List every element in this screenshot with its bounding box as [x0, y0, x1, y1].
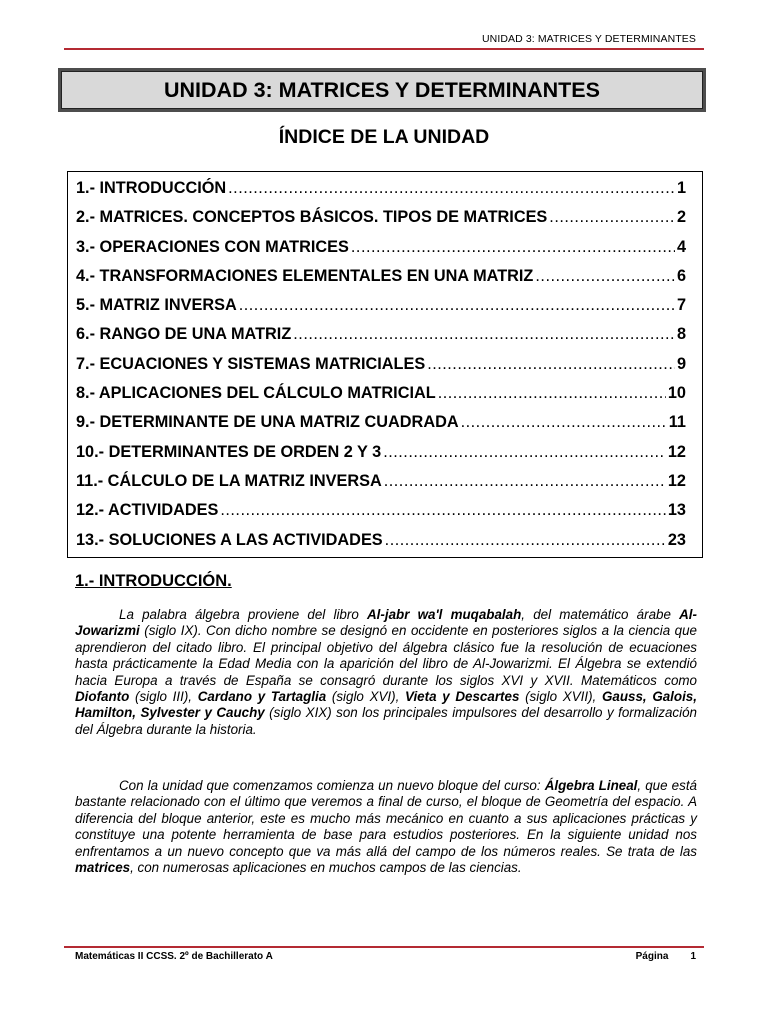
toc-page: 13: [667, 501, 686, 520]
toc-leader: [293, 320, 675, 349]
toc-page: 11: [668, 413, 686, 432]
toc-page: 7: [676, 296, 686, 315]
toc-label: 11.- CÁLCULO DE LA MATRIZ INVERSA: [76, 471, 382, 490]
toc-entry[interactable]: [76, 467, 686, 496]
toc-label: 6.- RANGO DE UNA MATRIZ: [76, 325, 292, 344]
footer-page: [636, 951, 696, 962]
header-rule: [64, 48, 704, 50]
text-run: Con la unidad que comenzamos comienza un nuevo bloque del curso:: [119, 778, 545, 793]
toc-entry[interactable]: [76, 408, 686, 437]
toc-label: 5.- MATRIZ INVERSA: [76, 296, 237, 315]
emphasis-term: Álgebra Lineal: [544, 778, 638, 793]
toc-leader: [438, 379, 666, 408]
toc-leader: [427, 350, 675, 379]
text-run: , que está bastante relacionado con el último que veremos a final de curso, el bloque de Geometría del espacio. A diferencia del bloque anterior, este es mucho más mecánico en cuanto a sus aplicaciones prácticas y constituye una potente herramienta de base para estudios posteriores. En la siguiente unidad nos enfrentamos a un nuevo concepto que va más allá del campo de los números reales. Se trata de las: [75, 778, 697, 859]
toc-page: 12: [667, 471, 686, 490]
mathematician-name: Vieta y Descartes: [405, 689, 520, 705]
toc-leader: [228, 174, 675, 203]
toc-page: 6: [676, 266, 686, 285]
index-heading: ÍNDICE DE LA UNIDAD: [278, 126, 490, 148]
toc-entry[interactable]: [76, 174, 686, 203]
toc-leader: [351, 233, 675, 262]
toc-entry[interactable]: [76, 233, 686, 262]
intro-paragraph-1: [75, 607, 697, 738]
text-run: (siglo XVII),: [519, 689, 602, 705]
footer-page-label: Página: [635, 951, 669, 962]
text-run: (siglo XVI),: [326, 689, 406, 705]
toc-leader: [383, 438, 666, 467]
footer-course: Matemáticas II CCSS. 2º de Bachillerato A: [75, 951, 273, 962]
toc-entry[interactable]: [76, 262, 686, 291]
toc-leader: [220, 496, 666, 525]
toc-leader: [535, 262, 675, 291]
mathematician-name: Cardano y Tartaglia: [197, 689, 327, 705]
toc-leader: [239, 291, 675, 320]
toc-page: 1: [676, 179, 686, 197]
unit-title: UNIDAD 3: MATRICES Y DETERMINANTES: [61, 71, 703, 109]
mathematician-name: Diofanto: [75, 689, 130, 705]
toc-entry[interactable]: [76, 291, 686, 320]
section-heading: 1.- INTRODUCCIÓN.: [75, 572, 232, 590]
toc-leader: [384, 467, 666, 496]
text-run: , del matemático árabe: [521, 607, 680, 622]
toc-label: 10.- DETERMINANTES DE ORDEN 2 Y 3: [76, 442, 382, 461]
toc-label: 13.- SOLUCIONES A LAS ACTIVIDADES: [76, 530, 383, 549]
toc-label: 8.- APLICACIONES DEL CÁLCULO MATRICIAL: [76, 384, 436, 403]
toc-entry[interactable]: [76, 526, 686, 555]
running-header: UNIDAD 3: MATRICES Y DETERMINANTES: [481, 33, 696, 45]
text-run: (siglo IX). Con dicho nombre se designó en occidente en posteriores siglos a la ciencia que aprendieron del citado libro. El principal objetivo del álgebra clásico fue la resolución de ecuaciones hasta prácticamente la Edad Media con la aparición del libro de Al-Jowarizmi. El Álgebra se extendió hacia Europa a través de España se consagró durante los siglos XVI y XVII. Matemáticos como: [75, 623, 697, 688]
footer-page-number: 1: [690, 951, 696, 962]
toc-entry[interactable]: [76, 203, 686, 232]
toc-leader: [385, 526, 666, 555]
mathematician-name: Gauss, Galois, Hamilton, Sylvester y Cauchy: [75, 689, 697, 721]
toc-page: 4: [676, 237, 686, 256]
toc-page: 12: [667, 442, 686, 461]
toc-label: 1.- INTRODUCCIÓN: [76, 179, 227, 197]
toc-label: 4.- TRANSFORMACIONES ELEMENTALES EN UNA MATRIZ: [76, 266, 534, 285]
text-run: (siglo III),: [129, 689, 198, 705]
toc-page: 9: [676, 354, 686, 373]
toc-label: 12.- ACTIVIDADES: [76, 501, 219, 520]
toc-page: 23: [667, 530, 686, 549]
intro-paragraph-2: [75, 778, 697, 876]
toc-page: 2: [676, 208, 686, 227]
toc-leader: [549, 203, 675, 232]
table-of-contents: [67, 171, 703, 558]
toc-entry[interactable]: [76, 320, 686, 349]
mathematician-name: Al-Jowarizmi: [75, 607, 697, 639]
unit-title-box: [58, 68, 706, 112]
toc-entry[interactable]: [76, 496, 686, 525]
toc-page: 10: [667, 384, 686, 403]
toc-label: 2.- MATRICES. CONCEPTOS BÁSICOS. TIPOS DE MATRICES: [76, 208, 548, 227]
toc-leader: [461, 408, 667, 437]
toc-entry[interactable]: [76, 438, 686, 467]
toc-label: 3.- OPERACIONES CON MATRICES: [76, 237, 349, 256]
toc-label: 9.- DETERMINANTE DE UNA MATRIZ CUADRADA: [76, 413, 459, 432]
text-run: La palabra álgebra proviene del libro: [119, 607, 367, 622]
book-title: Al-jabr wa'l muqabalah: [367, 607, 522, 622]
emphasis-term: matrices: [75, 860, 131, 876]
toc-entry[interactable]: [76, 379, 686, 408]
toc-entry[interactable]: [76, 350, 686, 379]
footer-rule: [64, 946, 704, 948]
toc-label: 7.- ECUACIONES Y SISTEMAS MATRICIALES: [76, 354, 426, 373]
text-run: (siglo XIX) son los principales impulsores del desarrollo y formalización del Álgebra durante la historia.: [75, 705, 697, 737]
toc-page: 8: [676, 325, 686, 344]
text-run: , con numerosas aplicaciones en muchos campos de las ciencias.: [130, 860, 522, 876]
